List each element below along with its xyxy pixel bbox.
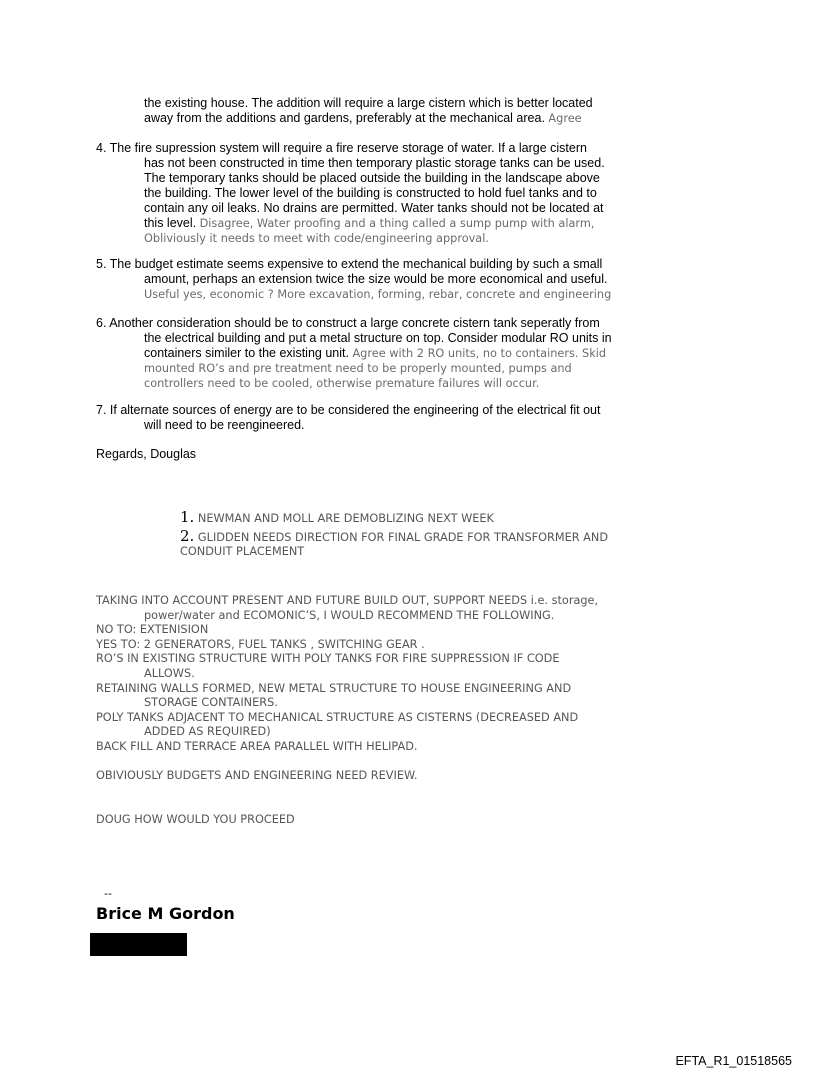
- reply-comment: Obliviously it needs to meet with code/engineering approval.: [144, 232, 489, 245]
- item-line: contain any oil leaks. No drains are permitted. Water tanks should not be located at: [144, 201, 604, 215]
- sub-item-2: [180, 529, 608, 559]
- list-item-4: [96, 141, 676, 246]
- sub-item-1: [180, 510, 494, 526]
- reply-comment: mounted RO’s and pre treatment need to be properly mounted, pumps and: [144, 362, 572, 375]
- item-line: this level.: [144, 216, 197, 230]
- para-top-line: the existing house. The addition will require a large cistern which is better located: [144, 96, 593, 110]
- signature-name: Brice M Gordon: [96, 904, 235, 923]
- recommendation-block: [96, 594, 696, 755]
- sub-item-line: [180, 529, 608, 545]
- item-line: will need to be reengineered.: [144, 418, 305, 432]
- sub-item-text: GLIDDEN NEEDS DIRECTION FOR FINAL GRADE FOR TRANSFORMER AND: [197, 531, 609, 544]
- item-line: The temporary tanks should be placed outside the building in the landscape above: [144, 171, 600, 185]
- reply-comment: Agree with 2 RO units, no to containers. Skid: [352, 347, 607, 360]
- reply-comment: controllers need to be cooled, otherwise premature failures will occur.: [144, 377, 540, 390]
- item-line: containers similer to the existing unit.: [144, 346, 349, 360]
- item-line: the electrical building and put a metal structure on top. Consider modular RO units in: [144, 331, 612, 345]
- review-line: OBIVIOUSLY BUDGETS AND ENGINEERING NEED REVIEW.: [96, 769, 418, 782]
- item-line-with-comment: [96, 216, 676, 231]
- reply-comment: Agree: [548, 112, 582, 125]
- item-line: 4. The fire supression system will require a fire reserve storage of water. If a large cistern: [96, 141, 587, 155]
- para-top-line-2: [144, 111, 704, 126]
- rec-line: YES TO: 2 GENERATORS, FUEL TANKS , SWITCHING GEAR .: [96, 637, 425, 651]
- item-line: the building. The lower level of the building is constructed to hold fuel tanks and to: [144, 186, 597, 200]
- list-item-5: [96, 257, 676, 302]
- reply-comment: Disagree, Water proofing and a thing called a sump pump with alarm,: [199, 217, 595, 230]
- para-top: [144, 96, 704, 126]
- rec-line: power/water and ECOMONIC’S, I WOULD RECOMMEND THE FOLLOWING.: [144, 608, 555, 622]
- rec-line: ALLOWS.: [144, 666, 195, 680]
- document-id: EFTA_R1_01518565: [675, 1054, 792, 1068]
- para-top-line: away from the additions and gardens, preferably at the mechanical area.: [144, 111, 545, 125]
- sub-item-number: 1.: [180, 508, 195, 526]
- regards: Regards, Douglas: [96, 447, 197, 461]
- rec-line: BACK FILL AND TERRACE AREA PARALLEL WITH HELIPAD.: [96, 739, 418, 753]
- reply-comment: Useful yes, economic ? More excavation, forming, rebar, concrete and engineering: [144, 288, 612, 301]
- list-item-6: [96, 316, 676, 391]
- item-line: amount, perhaps an extension twice the size would be more economical and useful.: [144, 272, 608, 286]
- sub-item-number: 2.: [180, 527, 195, 545]
- list-item-7: [96, 403, 676, 433]
- rec-line: RO’S IN EXISTING STRUCTURE WITH POLY TANKS FOR FIRE SUPPRESSION IF CODE: [96, 652, 560, 666]
- rec-line: POLY TANKS ADJACENT TO MECHANICAL STRUCTURE AS CISTERNS (DECREASED AND: [96, 710, 579, 724]
- rec-line: ADDED AS REQUIRED): [144, 725, 271, 739]
- signature-dashes: --: [104, 887, 112, 900]
- item-line: 5. The budget estimate seems expensive to extend the mechanical building by such a small: [96, 257, 603, 271]
- rec-line: NO TO: EXTENISION: [96, 623, 209, 637]
- sub-item-text-cont: CONDUIT PLACEMENT: [180, 545, 305, 558]
- rec-line: STORAGE CONTAINERS.: [144, 696, 278, 710]
- redaction-box: [90, 933, 187, 956]
- rec-line: RETAINING WALLS FORMED, NEW METAL STRUCTURE TO HOUSE ENGINEERING AND: [96, 681, 572, 695]
- proceed-question: DOUG HOW WOULD YOU PROCEED: [96, 813, 295, 826]
- item-line: 6. Another consideration should be to construct a large concrete cistern tank seperatly from: [96, 316, 600, 330]
- item-line-with-comment: [96, 346, 676, 361]
- item-line: has not been constructed in time then temporary plastic storage tanks can be used.: [144, 156, 605, 170]
- rec-line: TAKING INTO ACCOUNT PRESENT AND FUTURE BUILD OUT, SUPPORT NEEDS i.e. storage,: [96, 594, 599, 607]
- sub-item-text: NEWMAN AND MOLL ARE DEMOBLIZING NEXT WEEK: [197, 512, 494, 525]
- item-line: 7. If alternate sources of energy are to be considered the engineering of the electrical fit out: [96, 403, 601, 417]
